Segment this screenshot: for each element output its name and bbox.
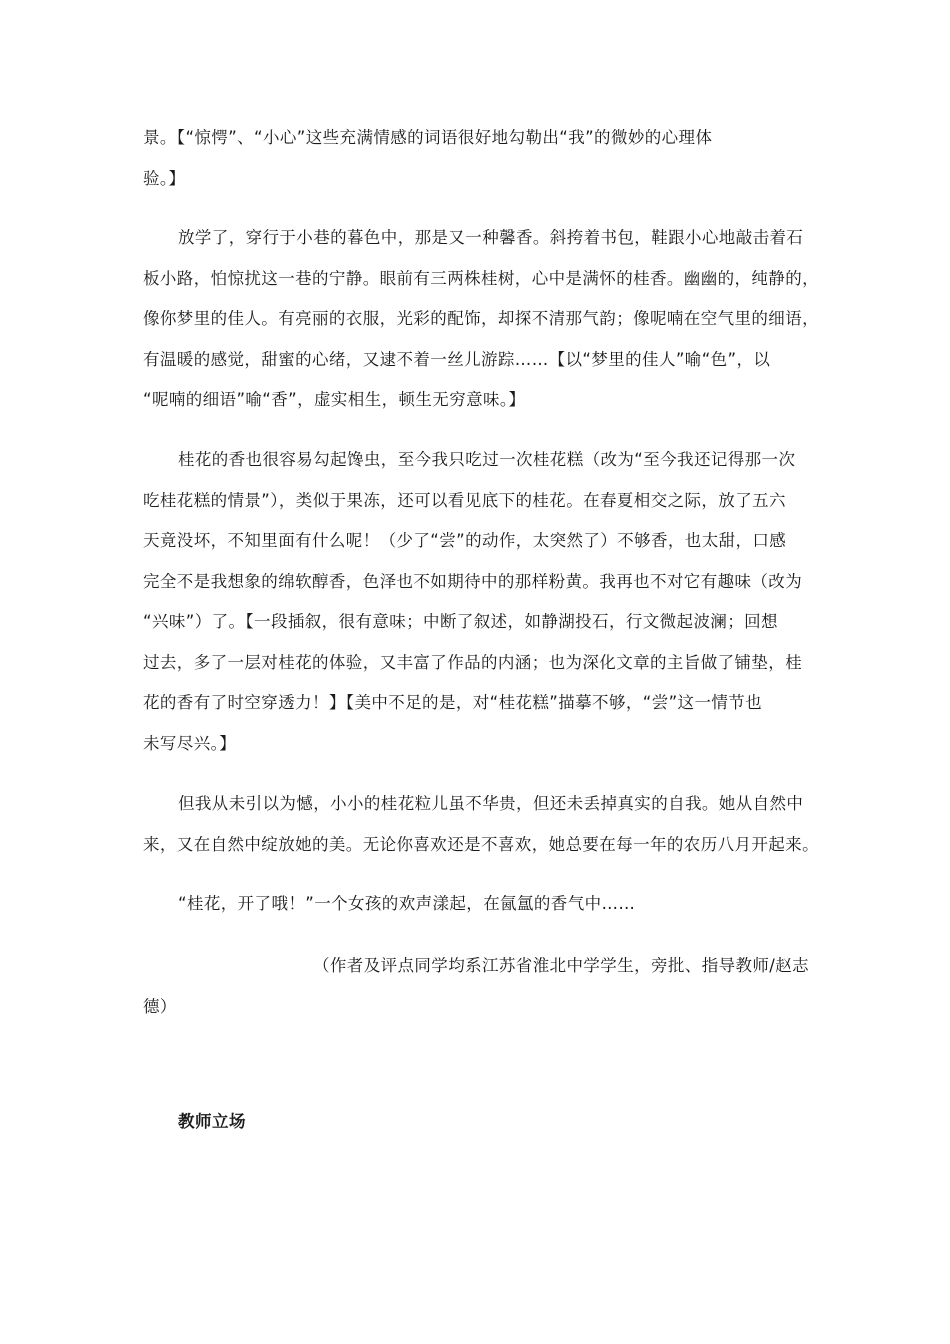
text-line: “桂花，开了哦！”一个女孩的欢声漾起，在氤氲的香气中…… [178, 894, 636, 913]
text-line: 板小路，怕惊扰这一巷的宁静。眼前有三两株桂树，心中是满怀的桂香。幽幽的，纯静的， [143, 268, 819, 288]
text-line: 验。】 [143, 168, 186, 188]
text-line: “兴味”）了。【一段插叙，很有意味；中断了叙述，如静湖投石，行文微起波澜；回想 [143, 612, 778, 631]
text-line: 吃桂花糕的情景”），类似于果冻，还可以看见底下的桂花。在春夏相交之际，放了五六 [143, 490, 786, 510]
text-line: 过去，多了一层对桂花的体验，又丰富了作品的内涵；也为深化文章的主旨做了铺垫，桂 [143, 652, 803, 672]
text-line: 像你梦里的佳人。有亮丽的衣服，光彩的配饰，却探不清那气韵；像呢喃在空气里的细语， [143, 309, 819, 328]
text-line: 来，又在自然中绽放她的美。无论你喜欢还是不喜欢，她总要在每一年的农历八月开起来。 [143, 834, 819, 854]
paragraph-true-self [143, 784, 819, 865]
text-line: 未写尽兴。】 [143, 733, 237, 753]
paragraph-girl-voice [143, 884, 813, 925]
paragraph-comment-continuation [143, 118, 813, 199]
text-line: 放学了，穿行于小巷的暮色中，那是又一种馨香。斜挎着书包，鞋跟小心地敲击着石 [178, 228, 804, 247]
paragraph-osmanthus-cake [143, 440, 813, 764]
section-heading: 教师立场 [178, 1112, 246, 1131]
text-line: 花的香有了时空穿透力！】【美中不足的是，对“桂花糕”描摹不够，“尝”这一情节也 [143, 693, 763, 712]
text-line: 桂花的香也很容易勾起馋虫，至今我只吃过一次桂花糕（改为“至今我还记得那一次 [178, 450, 796, 469]
paragraph-alley-dusk [143, 218, 819, 421]
text-line: “呢喃的细语”喻“香”，虚实相生，顿生无穷意味。】 [143, 390, 526, 409]
text-line: （作者及评点同学均系江苏省淮北中学学生，旁批、指导教师/赵志 [313, 956, 810, 975]
text-line: 完全不是我想象的绵软醇香，色泽也不如期待中的那样粉黄。我再也不对它有趣味（改为 [143, 571, 803, 591]
text-line: 有温暖的感觉，甜蜜的心绪，又逮不着一丝儿游踪……【以“梦里的佳人”喻“色”，以 [143, 349, 771, 369]
text-line: 但我从未引以为憾，小小的桂花粒儿虽不华贵，但还未丢掉真实的自我。她从自然中 [178, 794, 804, 813]
author-note [143, 946, 813, 1027]
text-line: 景。【“惊愕”、“小心”这些充满情感的词语很好地勾勒出“我”的微妙的心理体 [143, 128, 713, 147]
text-line: 天竟没坏，不知里面有什么呢！（少了“尝”的动作，太突然了）不够香，也太甜，口感 [143, 531, 787, 550]
text-line: 德） [143, 996, 177, 1016]
